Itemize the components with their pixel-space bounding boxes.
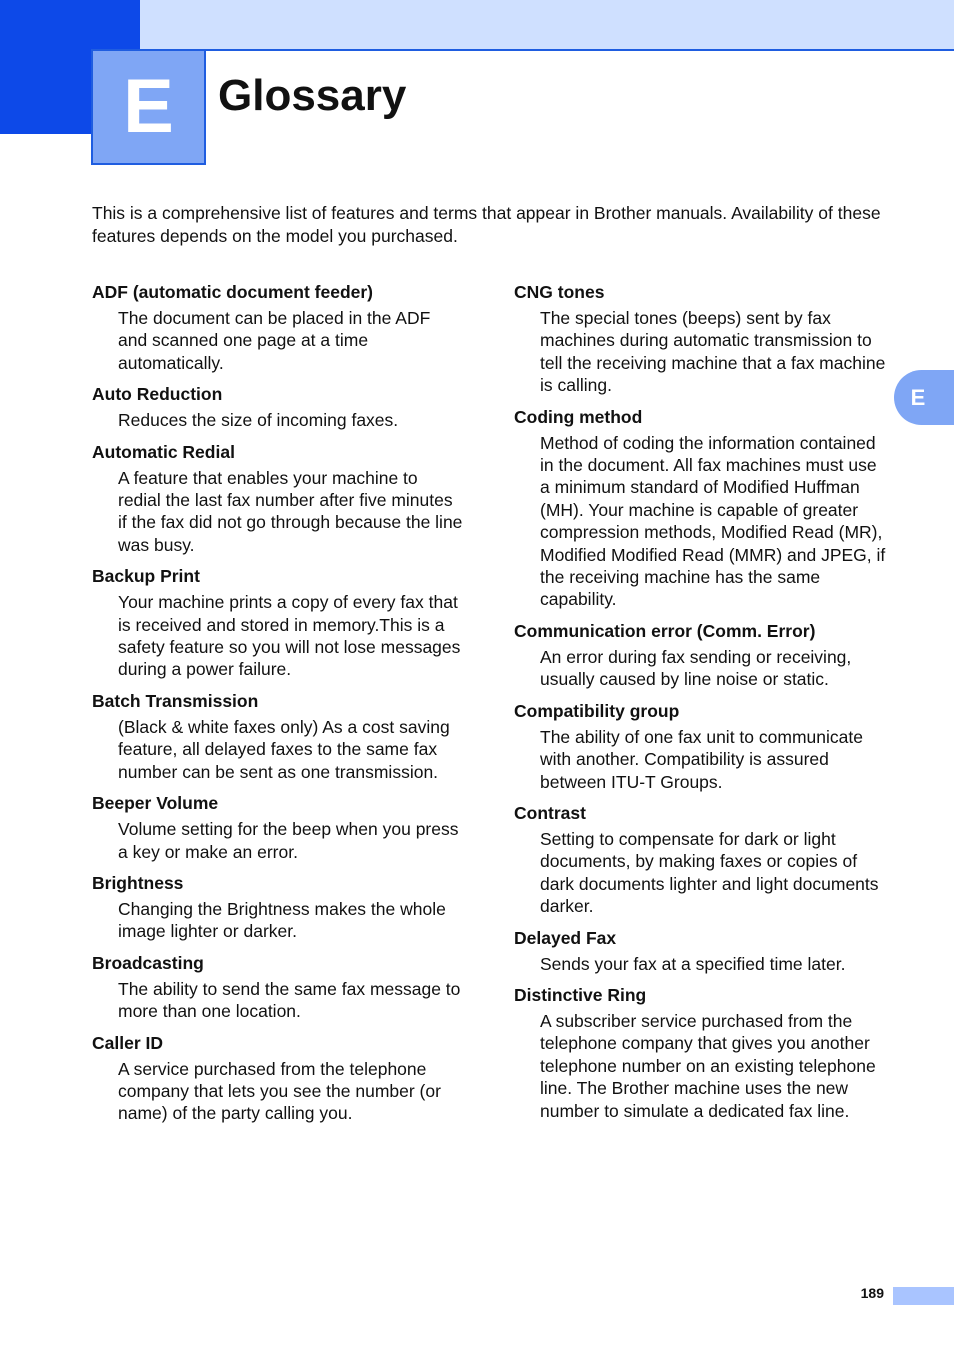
- glossary-definition: A subscriber service purchased from the telephone company that gives you another telephone number on an existing telephone line. The Brother machine uses the new number to simulate a dedicated fax line.: [540, 1010, 876, 1121]
- glossary-column-right: [514, 281, 886, 1131]
- glossary-definition: The ability to send the same fax message to more than one location.: [118, 978, 461, 1022]
- glossary-definition: Setting to compensate for dark or light documents, by making faxes or copies of dark documents lighter and light documents darker.: [540, 828, 879, 917]
- glossary-definition: Sends your fax at a specified time later.: [540, 953, 846, 974]
- glossary-definition: Reduces the size of incoming faxes.: [118, 410, 399, 431]
- intro-paragraph: This is a comprehensive list of features and terms that appear in Brother manuals. Availability of these features depends on the model you purchased.: [92, 203, 881, 246]
- glossary-entry: [92, 952, 464, 1023]
- glossary-entry: [92, 792, 464, 863]
- glossary-column-left: [92, 281, 464, 1134]
- glossary-definition: Your machine prints a copy of every fax that is received and stored in memory.This is a safety feature so you will not lose messages during a power failure.: [118, 592, 461, 680]
- glossary-term: Beeper Volume: [92, 793, 219, 814]
- glossary-term: Automatic Redial: [92, 441, 235, 462]
- chapter-side-tab: E: [894, 370, 954, 425]
- glossary-definition: A service purchased from the telephone company that lets you see the number (or name) of the party calling you.: [118, 1058, 441, 1124]
- glossary-entry: [514, 406, 886, 611]
- glossary-term: Compatibility group: [514, 700, 680, 721]
- glossary-entry: [92, 1032, 464, 1125]
- glossary-term: Delayed Fax: [514, 927, 617, 948]
- glossary-term: Caller ID: [92, 1032, 163, 1053]
- glossary-definition: The document can be placed in the ADF and scanned one page at a time automatically.: [118, 308, 431, 373]
- glossary-definition: A feature that enables your machine to redial the last fax number after five minutes if the fax did not go through because the line was busy.: [118, 467, 463, 555]
- glossary-term: CNG tones: [514, 282, 605, 302]
- glossary-entry: [514, 984, 886, 1122]
- glossary-term: Auto Reduction: [92, 384, 223, 405]
- glossary-entry: [514, 802, 886, 918]
- glossary-term: Communication error (Comm. Error): [514, 620, 816, 641]
- glossary-definition: Changing the Brightness makes the whole image lighter or darker.: [118, 898, 446, 942]
- glossary-definition: Volume setting for the beep when you press a key or make an error.: [118, 819, 459, 862]
- glossary-definition: The special tones (beeps) sent by fax machines during automatic transmission to tell the receiving machine that a fax machine is calling.: [540, 308, 886, 396]
- glossary-term: ADF (automatic document feeder): [92, 282, 373, 302]
- glossary-entry: [92, 441, 464, 557]
- glossary-definition: An error during fax sending or receiving, usually caused by line noise or static.: [540, 646, 852, 690]
- chapter-letter: E: [91, 49, 206, 165]
- glossary-term: Broadcasting: [92, 952, 204, 973]
- glossary-entry: [92, 281, 464, 374]
- glossary-definition: (Black & white faxes only) As a cost saving feature, all delayed faxes to the same fax number can be sent as one transmission.: [118, 716, 450, 782]
- page-title: Glossary: [218, 71, 407, 120]
- glossary-term: Contrast: [514, 802, 586, 823]
- glossary-entry: [514, 620, 886, 691]
- page-number-tab: [893, 1287, 954, 1305]
- glossary-entry: [92, 565, 464, 681]
- glossary-term: Batch Transmission: [92, 690, 259, 711]
- glossary-term: Backup Print: [92, 566, 200, 587]
- glossary-term: Distinctive Ring: [514, 984, 647, 1005]
- header-band: [140, 0, 954, 51]
- glossary-entry: [514, 281, 886, 397]
- glossary-term: Brightness: [92, 872, 184, 893]
- glossary-definition: The ability of one fax unit to communicate with another. Compatibility is assured between ITU-T Groups.: [540, 726, 863, 792]
- glossary-entry: [92, 690, 464, 783]
- glossary-definition: Method of coding the information contained in the document. All fax machines must use a minimum standard of Modified Huffman (MH). Your machine is capable of greater compression methods, Modified Read (MR), Modified Modified Read (MMR) and JPEG, if the receiving machine has the same capability.: [540, 432, 886, 610]
- glossary-entry: [92, 383, 464, 431]
- glossary-entry: [514, 700, 886, 793]
- page-number: 189: [860, 1285, 884, 1301]
- glossary-term: Coding method: [514, 406, 643, 427]
- glossary-entry: [92, 872, 464, 943]
- glossary-entry: [514, 927, 886, 975]
